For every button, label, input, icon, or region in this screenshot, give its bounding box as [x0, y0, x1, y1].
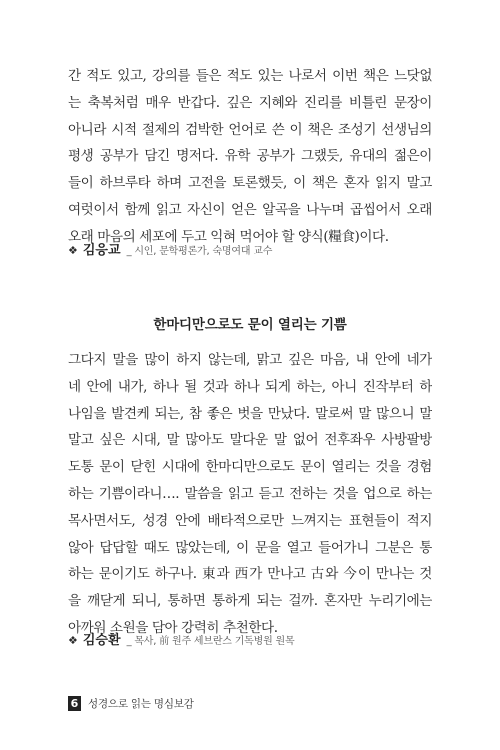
author-description: _ 목사, 前 원주 세브란스 기독병원 원목	[126, 636, 295, 647]
author-name: 김승환	[82, 633, 121, 648]
text-line: 오래 마음의 세포에 두고 익혀 먹어야 할 양식(糧食)이다.	[68, 228, 389, 245]
text-line: 평생 공부가 담긴 명저다. 유학 공부가 그랬듯, 유대의 젊은이	[68, 148, 432, 165]
text-line: 나임을 발견케 되는, 참 좋은 벗을 만났다. 말로써 말 많으니 말	[68, 405, 432, 422]
text-line: 간 적도 있고, 강의를 들은 적도 있는 나로서 이번 책은 느닷없	[68, 68, 432, 84]
text-line: 아까워 소원을 담아 강력히 추천한다.	[68, 619, 278, 636]
section-title: 한마디만으로도 문이 열리는 기쁨	[153, 317, 347, 333]
text-line: 아니라 시적 절제의 검박한 언어로 쓴 이 책은 조성기 선생님의	[68, 121, 432, 138]
author-description: _ 시인, 문학평론가, 숙명여대 교수	[126, 246, 273, 257]
recommendation-paragraph-1	[68, 63, 432, 251]
text-line: 여럿이서 함께 읽고 자신이 얻은 알곡을 나누며 곱씹어서 오래	[68, 201, 432, 218]
running-title: 성경으로 읽는 명심보감	[88, 697, 194, 710]
text-line: 들이 하브루타 하며 고전을 토론했듯, 이 책은 혼자 읽지 말고	[68, 175, 432, 192]
recommendation-paragraph-2	[68, 347, 432, 642]
author-name: 김응교	[82, 243, 121, 258]
text-line: 는 축복처럼 매우 반갑다. 깊은 지혜와 진리를 비틀린 문장이	[68, 94, 432, 111]
signature-1	[68, 240, 448, 261]
text-line: 을 깨닫게 되니, 통하면 통하게 되는 걸까. 혼자만 누리기에는	[68, 593, 432, 610]
text-line: 말고 싶은 시대, 말 많아도 말다운 말 없어 전후좌우 사방팔방	[68, 432, 432, 449]
page-footer	[68, 695, 194, 711]
text-line: 도통 문이 닫힌 시대에 한마디만으로도 문이 열리는 것을 경험	[68, 459, 432, 476]
signature-2	[68, 630, 448, 651]
text-line: 하는 기쁨이라니…. 말씀을 읽고 듣고 전하는 것을 업으로 하는	[68, 485, 432, 502]
diamond-bullet-icon: ❖	[68, 244, 78, 257]
text-line: 않아 답답할 때도 많았는데, 이 문을 열고 들어가니 그분은 통	[68, 539, 432, 556]
text-line: 하는 문이기도 하구나. 東과 西가 만나고 古와 今이 만나는 것	[68, 566, 432, 583]
text-line: 목사면서도, 성경 안에 배타적으로만 느껴지는 표현들이 적지	[68, 512, 432, 529]
page-number: 6	[68, 696, 81, 711]
text-line: 그다지 말을 많이 하지 않는데, 맑고 깊은 마음, 내 안에 네가	[68, 352, 432, 368]
text-line: 네 안에 내가, 하나 될 것과 하나 되게 하는, 아니 진작부터 하	[68, 378, 432, 395]
diamond-bullet-icon: ❖	[68, 634, 78, 647]
